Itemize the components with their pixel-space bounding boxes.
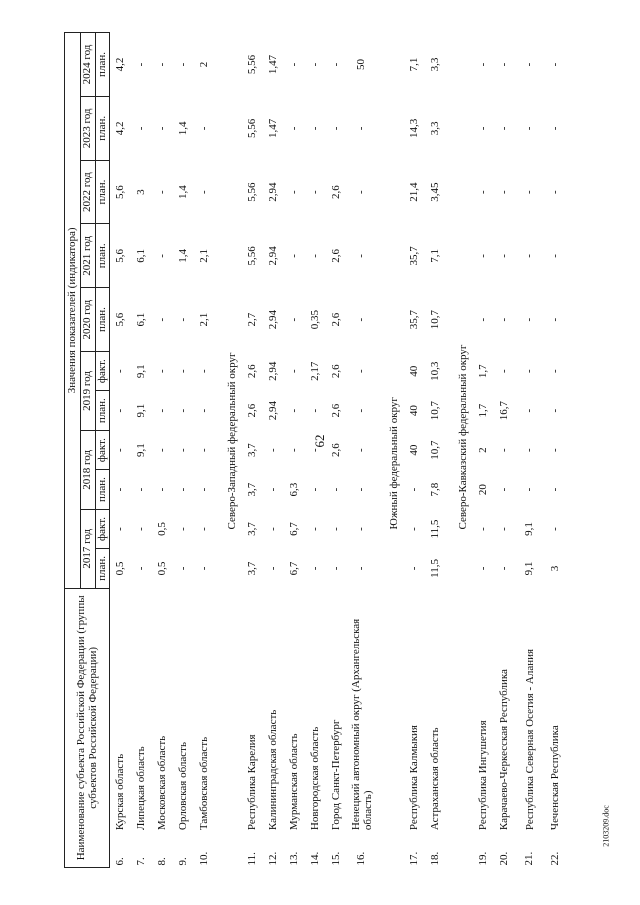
header-plan: план. <box>96 33 110 97</box>
value-cell: - <box>476 126 489 131</box>
row-number: 9. <box>176 857 189 866</box>
region-name: Липецкая область <box>135 746 148 831</box>
value-cell: - <box>548 254 561 258</box>
value-cell: - <box>497 190 510 194</box>
value-cell: 7,1 <box>407 57 420 72</box>
value-cell: - <box>197 408 210 413</box>
table-row <box>284 33 305 868</box>
section-gap <box>377 33 386 868</box>
header-plan: план. <box>96 391 110 430</box>
header-year-2024: 2024 год <box>81 33 96 97</box>
value-cell: 9,1 <box>134 443 147 457</box>
value-cell: 3,7 <box>245 561 258 576</box>
value-cell: - <box>476 62 489 67</box>
value-cell: 2,94 <box>266 309 279 330</box>
header-fact: факт. <box>96 351 110 390</box>
value-cell: 3,45 <box>428 182 441 202</box>
region-name: Город Санкт-Петербург <box>330 719 343 831</box>
value-cell: 5,6 <box>113 185 126 199</box>
row-number: 13. <box>287 851 300 866</box>
value-cell: 2,94 <box>266 401 279 421</box>
value-cell: 2,6 <box>329 364 342 379</box>
value-cell: 2 <box>476 447 489 453</box>
value-cell: - <box>176 566 189 571</box>
value-cell: - <box>155 408 168 413</box>
value-cell: - <box>355 487 368 492</box>
value-cell: 2,7 <box>245 312 258 327</box>
section-header-row <box>386 33 404 868</box>
value-cell: - <box>113 408 126 413</box>
value-cell: - <box>197 566 210 571</box>
value-cell: - <box>308 448 321 452</box>
value-cell: - <box>523 62 536 67</box>
value-cell: - <box>266 566 279 571</box>
value-cell: - <box>497 317 510 322</box>
value-cell: 11,5 <box>428 519 441 539</box>
table-row <box>494 33 515 868</box>
value-cell: 0,5 <box>155 561 168 576</box>
value-cell: - <box>134 126 147 131</box>
value-cell: - <box>476 527 489 531</box>
value-cell: 35,7 <box>407 246 420 266</box>
table-row <box>263 33 284 868</box>
value-cell: - <box>355 408 368 413</box>
value-cell: - <box>287 317 300 322</box>
value-cell: 4,2 <box>113 121 126 136</box>
value-cell: 1,4 <box>176 121 189 136</box>
header-indicators: Значения показателей (индикатора) <box>65 33 81 589</box>
value-cell: - <box>308 487 321 492</box>
value-cell: - <box>523 126 536 131</box>
value-cell: - <box>197 369 210 374</box>
value-cell: - <box>497 126 510 131</box>
value-cell: - <box>308 408 321 413</box>
value-cell: - <box>155 126 168 131</box>
value-cell: - <box>176 487 189 492</box>
header-year-2018: 2018 год <box>81 430 96 509</box>
value-cell: 6,1 <box>134 248 147 263</box>
header-plan: план. <box>96 288 110 352</box>
value-cell: - <box>197 527 210 531</box>
header-plan: план. <box>96 470 110 509</box>
value-cell: 2,6 <box>329 312 342 327</box>
value-cell: - <box>176 448 189 452</box>
value-cell: 5,56 <box>245 246 258 266</box>
value-cell: - <box>355 369 368 374</box>
value-cell: - <box>523 317 536 322</box>
row-number: 20. <box>497 851 510 866</box>
value-cell: 9,1 <box>523 522 536 536</box>
row-number: 7. <box>134 857 147 866</box>
value-cell: 6,1 <box>134 312 147 327</box>
value-cell: - <box>176 369 189 374</box>
value-cell: 6,3 <box>287 482 300 497</box>
value-cell: - <box>287 190 300 194</box>
value-cell: - <box>355 527 368 531</box>
value-cell: 5,56 <box>245 118 258 138</box>
value-cell: 3 <box>548 565 561 572</box>
value-cell: - <box>476 254 489 258</box>
region-name: Орловская область <box>177 742 190 831</box>
value-cell: - <box>308 62 321 67</box>
value-cell: 2,1 <box>197 312 210 327</box>
value-cell: 16,7 <box>497 401 510 421</box>
value-cell: - <box>407 566 420 571</box>
value-cell: - <box>176 408 189 413</box>
section-title: Северо-Западный федеральный округ <box>226 352 239 530</box>
value-cell: 40 <box>407 405 420 417</box>
value-cell: 0,5 <box>113 561 126 576</box>
value-cell: - <box>355 448 368 452</box>
table-row <box>152 33 173 868</box>
value-cell: - <box>548 317 561 322</box>
value-cell: 10,3 <box>428 361 441 381</box>
table-row <box>194 33 215 868</box>
value-cell: - <box>287 408 300 413</box>
value-cell: - <box>497 369 510 374</box>
header-year-2019: 2019 год <box>81 351 96 430</box>
value-cell: - <box>355 566 368 571</box>
value-cell: - <box>155 62 168 67</box>
section-title: Южный федеральный округ <box>388 397 401 530</box>
header-year-2023: 2023 год <box>81 96 96 160</box>
value-cell: - <box>287 126 300 131</box>
value-cell: 5,6 <box>113 248 126 263</box>
value-cell: - <box>134 62 147 67</box>
section-gap-cell <box>377 33 386 868</box>
value-cell: - <box>523 369 536 374</box>
region-name: Карачаево-Черкесская Республика <box>498 669 511 831</box>
value-cell: - <box>197 448 210 452</box>
value-cell: - <box>497 527 510 531</box>
value-cell: - <box>155 448 168 452</box>
region-name: Мурманская область <box>288 733 301 831</box>
value-cell: - <box>155 317 168 322</box>
row-number: 11. <box>245 852 258 866</box>
row-number: 16. <box>355 851 368 866</box>
value-cell: - <box>523 190 536 194</box>
value-cell: - <box>176 62 189 67</box>
value-cell: 35,7 <box>407 309 420 330</box>
value-cell: 40 <box>407 444 420 456</box>
value-cell: - <box>355 317 368 322</box>
region-name: Чеченская Республика <box>549 725 562 831</box>
value-cell: - <box>548 408 561 413</box>
value-cell: 2 <box>197 61 210 68</box>
indicator-table <box>64 32 566 868</box>
value-cell: 1,4 <box>176 248 189 263</box>
value-cell: - <box>134 487 147 492</box>
table-header <box>65 33 110 868</box>
value-cell: 11,5 <box>428 559 441 578</box>
region-name: Тамбовская область <box>198 736 211 831</box>
value-cell: 1,47 <box>266 118 279 138</box>
value-cell: 1,7 <box>476 403 489 418</box>
value-cell: 2,6 <box>329 248 342 263</box>
value-cell: 20 <box>476 484 489 496</box>
value-cell: - <box>497 566 510 571</box>
value-cell: - <box>197 126 210 131</box>
value-cell: 2,6 <box>329 185 342 199</box>
value-cell: 6,7 <box>287 522 300 536</box>
region-name: Астраханская область <box>429 727 442 831</box>
value-cell: 2,17 <box>308 361 321 381</box>
value-cell: - <box>497 254 510 258</box>
table-row <box>173 33 194 868</box>
value-cell: 50 <box>355 58 368 70</box>
region-name: Республика Карелия <box>246 734 259 831</box>
header-year-2021: 2021 год <box>81 224 96 288</box>
value-cell: - <box>113 487 126 492</box>
value-cell: - <box>308 566 321 571</box>
table-row <box>515 33 545 868</box>
table-row <box>326 33 347 868</box>
value-cell: - <box>548 369 561 374</box>
value-cell: 3,7 <box>245 443 258 457</box>
value-cell: - <box>308 254 321 258</box>
header-plan: план. <box>96 224 110 288</box>
value-cell: - <box>548 448 561 452</box>
value-cell: - <box>113 448 126 452</box>
section-gap <box>215 33 224 868</box>
region-name: Московская область <box>156 735 169 831</box>
table-row <box>305 33 326 868</box>
value-cell: 3 <box>134 189 147 195</box>
value-cell: 1,4 <box>176 185 189 199</box>
value-cell: - <box>134 527 147 531</box>
value-cell: - <box>113 369 126 374</box>
value-cell: - <box>476 317 489 322</box>
value-cell: 10,7 <box>428 401 441 421</box>
value-cell: - <box>155 254 168 258</box>
value-cell: 5,56 <box>245 54 258 75</box>
value-cell: 2,6 <box>329 403 342 418</box>
row-number: 14. <box>308 851 321 866</box>
row-number: 15. <box>329 851 342 866</box>
value-cell: 7,8 <box>428 482 441 497</box>
value-cell: 9,1 <box>134 364 147 379</box>
section-header-row <box>455 33 473 868</box>
value-cell: 5,6 <box>113 312 126 327</box>
value-cell: - <box>548 527 561 531</box>
rotated-table-container <box>64 32 640 868</box>
table-row <box>545 33 566 868</box>
value-cell: - <box>523 408 536 413</box>
value-cell: - <box>476 566 489 571</box>
value-cell: - <box>476 190 489 194</box>
value-cell: - <box>329 487 342 492</box>
row-number: 6. <box>113 857 126 866</box>
value-cell: - <box>287 448 300 452</box>
value-cell: - <box>548 487 561 492</box>
value-cell: 2,94 <box>266 182 279 202</box>
row-number: 12. <box>266 851 279 866</box>
value-cell: - <box>355 190 368 194</box>
value-cell: 1,47 <box>266 54 279 75</box>
header-plan: план. <box>96 160 110 224</box>
value-cell: - <box>548 126 561 131</box>
value-cell: 2,6 <box>245 403 258 418</box>
header-year-2017: 2017 год <box>81 509 96 588</box>
header-fact: факт. <box>96 509 110 548</box>
value-cell: 4,2 <box>113 57 126 72</box>
value-cell: - <box>287 62 300 67</box>
value-cell: - <box>155 369 168 374</box>
value-cell: 3,3 <box>428 121 441 136</box>
table-row <box>473 33 494 868</box>
value-cell: - <box>308 126 321 131</box>
value-cell: - <box>176 317 189 322</box>
value-cell: 2,6 <box>245 364 258 379</box>
page-number: 62 <box>312 434 327 448</box>
value-cell: - <box>329 527 342 531</box>
row-number: 10. <box>197 851 210 866</box>
section-gap-cell <box>446 33 455 868</box>
table-body <box>110 33 567 868</box>
value-cell: 1,7 <box>476 364 489 379</box>
table-row <box>242 33 263 868</box>
value-cell: - <box>407 527 420 531</box>
value-cell: 6,7 <box>287 561 300 576</box>
value-cell: - <box>266 527 279 531</box>
value-cell: - <box>197 190 210 194</box>
header-fact: факт. <box>96 430 110 469</box>
value-cell: - <box>155 190 168 194</box>
value-cell: - <box>266 487 279 492</box>
section-header-row <box>224 33 242 868</box>
value-cell: - <box>155 487 168 492</box>
value-cell: 0,35 <box>308 309 321 330</box>
section-gap-cell <box>215 33 224 868</box>
value-cell: 2,1 <box>197 248 210 263</box>
region-name: Курская область <box>114 753 127 831</box>
value-cell: - <box>197 487 210 492</box>
row-number: 8. <box>155 857 168 866</box>
value-cell: 5,56 <box>245 182 258 202</box>
table-row <box>425 33 446 868</box>
value-cell: 21,4 <box>407 182 420 202</box>
value-cell: 10,7 <box>428 309 441 330</box>
value-cell: 3,7 <box>245 482 258 497</box>
value-cell: - <box>308 527 321 531</box>
value-cell: 14,3 <box>407 118 420 138</box>
value-cell: - <box>548 62 561 67</box>
value-cell: 7,1 <box>428 248 441 263</box>
footer-filename: 2103209.doc <box>601 805 611 847</box>
table-row <box>131 33 152 868</box>
header-year-2022: 2022 год <box>81 160 96 224</box>
value-cell: - <box>523 487 536 492</box>
value-cell: - <box>497 487 510 492</box>
region-name: Новгородская область <box>309 726 322 831</box>
value-cell: 3,7 <box>245 522 258 536</box>
value-cell: 2,6 <box>329 443 342 457</box>
value-cell: 3,3 <box>428 57 441 72</box>
table-row <box>404 33 425 868</box>
row-number: 21. <box>523 851 536 866</box>
value-cell: 10,7 <box>428 440 441 460</box>
region-name: Республика Калмыкия <box>408 725 421 831</box>
value-cell: - <box>548 190 561 194</box>
table-row <box>110 33 132 868</box>
value-cell: - <box>113 527 126 531</box>
value-cell: - <box>407 487 420 492</box>
value-cell: - <box>329 126 342 131</box>
value-cell: - <box>523 448 536 452</box>
value-cell: - <box>329 566 342 571</box>
value-cell: - <box>134 566 147 571</box>
value-cell: - <box>308 190 321 194</box>
value-cell: - <box>355 254 368 258</box>
value-cell: 0,5 <box>155 522 168 536</box>
header-plan: план. <box>96 96 110 160</box>
table-row <box>347 33 377 868</box>
row-number: 18. <box>428 851 441 866</box>
value-cell: - <box>523 254 536 258</box>
region-name: Калининградская область <box>267 709 280 831</box>
value-cell: 40 <box>407 365 420 377</box>
value-cell: 2,94 <box>266 361 279 381</box>
row-number: 22. <box>548 851 561 866</box>
value-cell: - <box>497 62 510 67</box>
region-name: Республика Ингушетия <box>477 720 490 831</box>
value-cell: - <box>266 448 279 452</box>
value-cell: - <box>287 254 300 258</box>
section-title: Северо-Кавказский федеральный округ <box>457 344 470 530</box>
row-number: 19. <box>476 851 489 866</box>
header-region-name: Наименование субъекта Российской Федерации (группы субъектов Российской Федерации) <box>65 588 110 867</box>
header-year-2020: 2020 год <box>81 288 96 352</box>
section-gap <box>446 33 455 868</box>
value-cell: - <box>497 448 510 452</box>
value-cell: - <box>287 369 300 374</box>
value-cell: - <box>176 527 189 531</box>
value-cell: 9,1 <box>523 561 536 576</box>
value-cell: - <box>355 126 368 131</box>
header-plan: план. <box>96 549 110 588</box>
value-cell: - <box>329 62 342 67</box>
region-name: Республика Северная Осетия - Алания <box>523 648 536 831</box>
value-cell: 2,94 <box>266 246 279 266</box>
row-number: 17. <box>407 851 420 866</box>
value-cell: 9,1 <box>134 403 147 418</box>
region-name: Ненецкий автономный округ (Архангельская область) <box>349 618 374 831</box>
